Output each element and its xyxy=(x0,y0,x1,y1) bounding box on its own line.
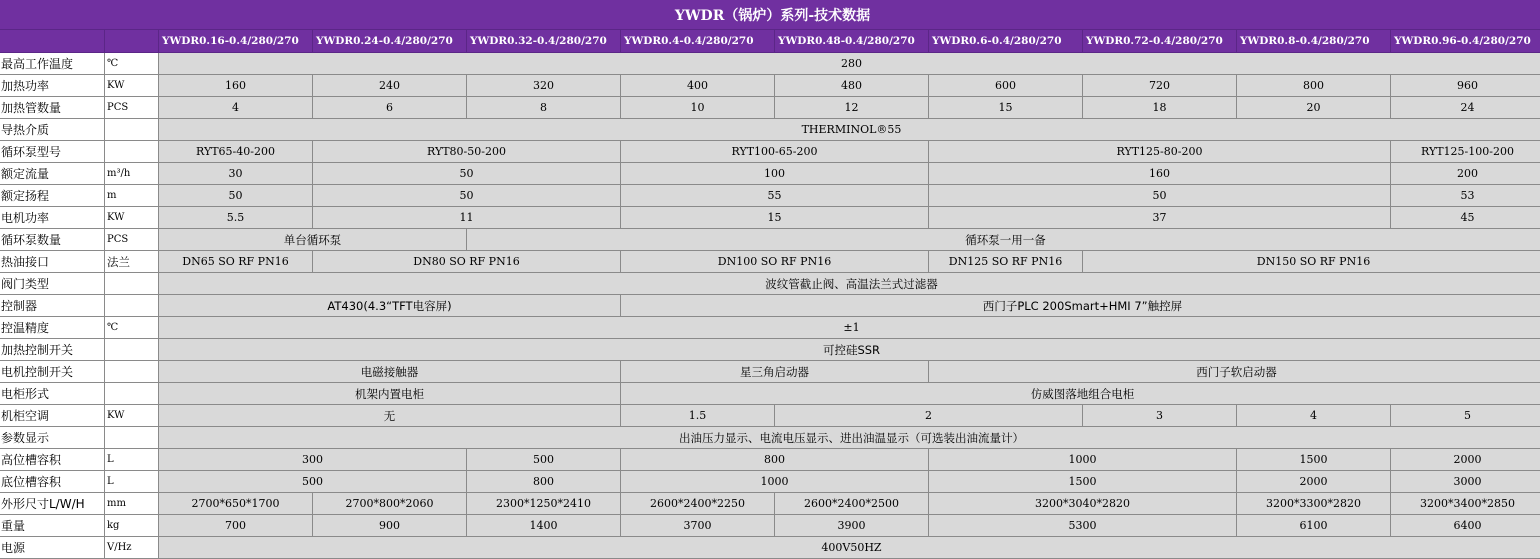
cell-valve-type-1[interactable]: 波纹管截止阀、高温法兰式过滤器 xyxy=(159,273,1540,295)
row-label-controller[interactable]: 控制器 xyxy=(0,295,105,317)
cell-cabinet-ac-2[interactable]: 1.5 xyxy=(621,405,775,427)
model-header-4[interactable]: YWDR0.4-0.4/280/270 xyxy=(621,30,775,53)
cell-heating-power-6[interactable]: 600 xyxy=(929,75,1083,97)
model-header-5[interactable]: YWDR0.48-0.4/280/270 xyxy=(775,30,929,53)
row-unit-valve-type[interactable] xyxy=(105,273,159,295)
row-unit-high-tank[interactable]: L xyxy=(105,449,159,471)
cell-rated-head-3[interactable]: 55 xyxy=(621,185,929,207)
cell-cabinet-ac-5[interactable]: 4 xyxy=(1237,405,1391,427)
row-label-max-temp[interactable]: 最高工作温度 xyxy=(0,53,105,75)
cell-low-tank-2[interactable]: 800 xyxy=(467,471,621,493)
cell-controller-1[interactable]: AT430(4.3“TFT电容屏) xyxy=(159,295,621,317)
cell-cabinet-ac-1[interactable]: 无 xyxy=(159,405,621,427)
cell-max-temp-1[interactable]: 280 xyxy=(159,53,1540,75)
header-blank-unit[interactable] xyxy=(105,30,159,53)
cell-cabinet-ac-6[interactable]: 5 xyxy=(1391,405,1540,427)
cell-weight-4[interactable]: 3700 xyxy=(621,515,775,537)
row-label-weight[interactable]: 重量 xyxy=(0,515,105,537)
cell-dimensions-4[interactable]: 2600*2400*2250 xyxy=(621,493,775,515)
row-unit-motor-switch[interactable] xyxy=(105,361,159,383)
cell-low-tank-5[interactable]: 2000 xyxy=(1237,471,1391,493)
cell-medium-1[interactable]: THERMINOL®55 xyxy=(159,119,1540,141)
row-label-pump-model[interactable]: 循环泵型号 xyxy=(0,141,105,163)
row-label-heater-count[interactable]: 加热管数量 xyxy=(0,97,105,119)
cell-heater-count-2[interactable]: 6 xyxy=(313,97,467,119)
cell-cabinet-type-1[interactable]: 机架内置电柜 xyxy=(159,383,621,405)
cell-pump-model-2[interactable]: RYT80-50-200 xyxy=(313,141,621,163)
cell-rated-head-2[interactable]: 50 xyxy=(313,185,621,207)
cell-weight-1[interactable]: 700 xyxy=(159,515,313,537)
cell-motor-power-2[interactable]: 11 xyxy=(313,207,621,229)
cell-heater-count-8[interactable]: 20 xyxy=(1237,97,1391,119)
row-unit-param-display[interactable] xyxy=(105,427,159,449)
row-label-power-supply[interactable]: 电源 xyxy=(0,537,105,559)
cell-rated-flow-2[interactable]: 50 xyxy=(313,163,621,185)
row-unit-low-tank[interactable]: L xyxy=(105,471,159,493)
cell-motor-power-4[interactable]: 37 xyxy=(929,207,1391,229)
row-unit-weight[interactable]: kg xyxy=(105,515,159,537)
cell-oil-connection-4[interactable]: DN125 SO RF PN16 xyxy=(929,251,1083,273)
model-header-9[interactable]: YWDR0.96-0.4/280/270 xyxy=(1391,30,1540,53)
model-header-2[interactable]: YWDR0.24-0.4/280/270 xyxy=(313,30,467,53)
row-unit-motor-power[interactable]: KW xyxy=(105,207,159,229)
cell-controller-2[interactable]: 西门子PLC 200Smart+HMI 7”触控屏 xyxy=(621,295,1540,317)
cell-oil-connection-2[interactable]: DN80 SO RF PN16 xyxy=(313,251,621,273)
model-header-1[interactable]: YWDR0.16-0.4/280/270 xyxy=(159,30,313,53)
row-unit-rated-head[interactable]: m xyxy=(105,185,159,207)
cell-dimensions-1[interactable]: 2700*650*1700 xyxy=(159,493,313,515)
cell-weight-5[interactable]: 3900 xyxy=(775,515,929,537)
cell-oil-connection-1[interactable]: DN65 SO RF PN16 xyxy=(159,251,313,273)
row-label-heating-power[interactable]: 加热功率 xyxy=(0,75,105,97)
cell-heater-count-3[interactable]: 8 xyxy=(467,97,621,119)
row-unit-medium[interactable] xyxy=(105,119,159,141)
row-label-cabinet-type[interactable]: 电柜形式 xyxy=(0,383,105,405)
cell-pump-model-4[interactable]: RYT125-80-200 xyxy=(929,141,1391,163)
row-label-param-display[interactable]: 参数显示 xyxy=(0,427,105,449)
row-unit-rated-flow[interactable]: m³/h xyxy=(105,163,159,185)
row-unit-cabinet-ac[interactable]: KW xyxy=(105,405,159,427)
cell-weight-7[interactable]: 6100 xyxy=(1237,515,1391,537)
row-label-motor-switch[interactable]: 电机控制开关 xyxy=(0,361,105,383)
row-label-cabinet-ac[interactable]: 机柜空调 xyxy=(0,405,105,427)
cell-heater-count-5[interactable]: 12 xyxy=(775,97,929,119)
cell-pump-model-5[interactable]: RYT125-100-200 xyxy=(1391,141,1540,163)
cell-heater-count-9[interactable]: 24 xyxy=(1391,97,1540,119)
cell-low-tank-1[interactable]: 500 xyxy=(159,471,467,493)
cell-heating-power-7[interactable]: 720 xyxy=(1083,75,1237,97)
cell-heating-power-2[interactable]: 240 xyxy=(313,75,467,97)
cell-weight-2[interactable]: 900 xyxy=(313,515,467,537)
cell-heater-count-7[interactable]: 18 xyxy=(1083,97,1237,119)
cell-high-tank-3[interactable]: 800 xyxy=(621,449,929,471)
cell-power-supply-1[interactable]: 400V50HZ xyxy=(159,537,1540,559)
cell-low-tank-4[interactable]: 1500 xyxy=(929,471,1237,493)
cell-pump-model-1[interactable]: RYT65-40-200 xyxy=(159,141,313,163)
cell-high-tank-1[interactable]: 300 xyxy=(159,449,467,471)
row-label-rated-head[interactable]: 额定扬程 xyxy=(0,185,105,207)
row-unit-heating-switch[interactable] xyxy=(105,339,159,361)
model-header-3[interactable]: YWDR0.32-0.4/280/270 xyxy=(467,30,621,53)
row-unit-heater-count[interactable]: PCS xyxy=(105,97,159,119)
row-unit-max-temp[interactable]: ℃ xyxy=(105,53,159,75)
row-unit-heating-power[interactable]: KW xyxy=(105,75,159,97)
cell-dimensions-7[interactable]: 3200*3300*2820 xyxy=(1237,493,1391,515)
row-label-oil-connection[interactable]: 热油接口 xyxy=(0,251,105,273)
cell-dimensions-3[interactable]: 2300*1250*2410 xyxy=(467,493,621,515)
cell-heating-power-3[interactable]: 320 xyxy=(467,75,621,97)
row-label-dimensions[interactable]: 外形尺寸L/W/H xyxy=(0,493,105,515)
model-header-8[interactable]: YWDR0.8-0.4/280/270 xyxy=(1237,30,1391,53)
cell-dimensions-6[interactable]: 3200*3040*2820 xyxy=(929,493,1237,515)
cell-dimensions-2[interactable]: 2700*800*2060 xyxy=(313,493,467,515)
cell-heater-count-6[interactable]: 15 xyxy=(929,97,1083,119)
cell-oil-connection-5[interactable]: DN150 SO RF PN16 xyxy=(1083,251,1540,273)
cell-cabinet-ac-3[interactable]: 2 xyxy=(775,405,1083,427)
row-label-pump-count[interactable]: 循环泵数量 xyxy=(0,229,105,251)
model-header-6[interactable]: YWDR0.6-0.4/280/270 xyxy=(929,30,1083,53)
table-title[interactable]: YWDR（锅炉）系列-技术数据 xyxy=(0,0,1540,30)
cell-cabinet-type-2[interactable]: 仿威图落地组合电柜 xyxy=(621,383,1540,405)
cell-high-tank-5[interactable]: 1500 xyxy=(1237,449,1391,471)
cell-high-tank-2[interactable]: 500 xyxy=(467,449,621,471)
cell-dimensions-8[interactable]: 3200*3400*2850 xyxy=(1391,493,1540,515)
cell-heating-switch-1[interactable]: 可控硅SSR xyxy=(159,339,1540,361)
row-unit-dimensions[interactable]: mm xyxy=(105,493,159,515)
cell-rated-flow-5[interactable]: 200 xyxy=(1391,163,1540,185)
cell-rated-head-4[interactable]: 50 xyxy=(929,185,1391,207)
cell-weight-8[interactable]: 6400 xyxy=(1391,515,1540,537)
cell-heating-power-4[interactable]: 400 xyxy=(621,75,775,97)
row-label-motor-power[interactable]: 电机功率 xyxy=(0,207,105,229)
row-unit-pump-count[interactable]: PCS xyxy=(105,229,159,251)
cell-oil-connection-3[interactable]: DN100 SO RF PN16 xyxy=(621,251,929,273)
cell-weight-3[interactable]: 1400 xyxy=(467,515,621,537)
cell-motor-switch-2[interactable]: 星三角启动器 xyxy=(621,361,929,383)
cell-param-display-1[interactable]: 出油压力显示、电流电压显示、进出油温显示（可选装出油流量计） xyxy=(159,427,1540,449)
row-unit-power-supply[interactable]: V/Hz xyxy=(105,537,159,559)
cell-rated-flow-4[interactable]: 160 xyxy=(929,163,1391,185)
row-unit-pump-model[interactable] xyxy=(105,141,159,163)
row-label-temp-accuracy[interactable]: 控温精度 xyxy=(0,317,105,339)
cell-motor-power-1[interactable]: 5.5 xyxy=(159,207,313,229)
cell-rated-flow-1[interactable]: 30 xyxy=(159,163,313,185)
row-label-high-tank[interactable]: 高位槽容积 xyxy=(0,449,105,471)
cell-heating-power-5[interactable]: 480 xyxy=(775,75,929,97)
cell-motor-power-5[interactable]: 45 xyxy=(1391,207,1540,229)
cell-dimensions-5[interactable]: 2600*2400*2500 xyxy=(775,493,929,515)
cell-rated-head-5[interactable]: 53 xyxy=(1391,185,1540,207)
row-unit-controller[interactable] xyxy=(105,295,159,317)
cell-cabinet-ac-4[interactable]: 3 xyxy=(1083,405,1237,427)
cell-rated-flow-3[interactable]: 100 xyxy=(621,163,929,185)
row-unit-oil-connection[interactable]: 法兰 xyxy=(105,251,159,273)
cell-motor-switch-3[interactable]: 西门子软启动器 xyxy=(929,361,1540,383)
cell-heater-count-4[interactable]: 10 xyxy=(621,97,775,119)
cell-temp-accuracy-1[interactable]: ±1 xyxy=(159,317,1540,339)
cell-motor-power-3[interactable]: 15 xyxy=(621,207,929,229)
cell-high-tank-6[interactable]: 2000 xyxy=(1391,449,1540,471)
cell-heating-power-1[interactable]: 160 xyxy=(159,75,313,97)
cell-pump-count-1[interactable]: 单台循环泵 xyxy=(159,229,467,251)
cell-pump-model-3[interactable]: RYT100-65-200 xyxy=(621,141,929,163)
cell-pump-count-2[interactable]: 循环泵一用一备 xyxy=(467,229,1540,251)
cell-high-tank-4[interactable]: 1000 xyxy=(929,449,1237,471)
cell-heater-count-1[interactable]: 4 xyxy=(159,97,313,119)
cell-heating-power-8[interactable]: 800 xyxy=(1237,75,1391,97)
row-label-rated-flow[interactable]: 额定流量 xyxy=(0,163,105,185)
header-blank-label[interactable] xyxy=(0,30,105,53)
model-header-7[interactable]: YWDR0.72-0.4/280/270 xyxy=(1083,30,1237,53)
cell-heating-power-9[interactable]: 960 xyxy=(1391,75,1540,97)
row-unit-cabinet-type[interactable] xyxy=(105,383,159,405)
cell-weight-6[interactable]: 5300 xyxy=(929,515,1237,537)
row-label-valve-type[interactable]: 阀门类型 xyxy=(0,273,105,295)
row-unit-temp-accuracy[interactable]: ℃ xyxy=(105,317,159,339)
cell-low-tank-6[interactable]: 3000 xyxy=(1391,471,1540,493)
row-label-low-tank[interactable]: 底位槽容积 xyxy=(0,471,105,493)
cell-motor-switch-1[interactable]: 电磁接触器 xyxy=(159,361,621,383)
row-label-medium[interactable]: 导热介质 xyxy=(0,119,105,141)
cell-rated-head-1[interactable]: 50 xyxy=(159,185,313,207)
cell-low-tank-3[interactable]: 1000 xyxy=(621,471,929,493)
row-label-heating-switch[interactable]: 加热控制开关 xyxy=(0,339,105,361)
